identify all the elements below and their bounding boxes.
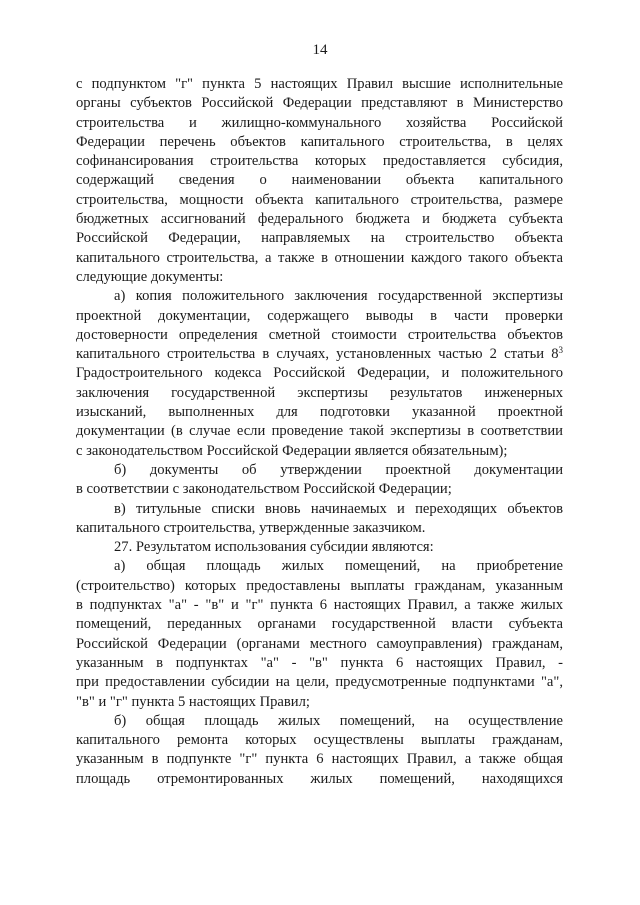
text-line: с подпунктом "г" пункта 5 настоящих Правил высшие исполнительные [76,76,563,92]
text-line: изысканий, выполненных для подготовки указанной проектной [76,404,563,421]
text-line: Российской Федерации, направляемых на строительство объекта [76,230,563,247]
text-line: строительства и жилищно-коммунального хозяйства Российской [76,114,563,131]
text-line: бюджетных ассигнований федерального бюджета и бюджета субъекта [76,211,563,228]
text-line: строительства, мощности объекта капитального строительства, размере [76,191,563,208]
text-line-with-superscript [76,345,563,364]
text-line: органы субъектов Российской Федерации представляют в Министерство [76,95,563,112]
superscript: 3 [558,345,563,356]
text-span: капитального строительства в случаях, установленных частью 2 статьи 8 [76,346,559,363]
text-line: в) титульные списки вновь начинаемых и переходящих объектов [114,500,563,517]
text-line: б) документы об утверждении проектной документации [114,461,563,478]
text-line: б) общая площадь жилых помещений, на осуществление [114,712,563,729]
text-line: площадь отремонтированных жилых помещений, находящихся [76,770,563,787]
text-line: Российской Федерации (органами местного самоуправления) гражданам, [76,635,563,652]
text-line: проектной документации, содержащего выводы в части проверки [76,307,563,324]
text-line: содержащий сведения о наименовании объекта капитального [76,172,563,189]
text-line: капитального строительства, а также в отношении каждого такого объекта [76,249,563,266]
text-line: указанным в подпунктах "а" - "в" пункта 6 настоящих Правил, - [76,654,563,671]
paragraph-intro [76,75,563,287]
text-line: документации (в случае если проведение такой экспертизы в соответствии [76,423,563,440]
paragraph-section-27 [76,538,563,557]
text-line: "в" и "г" пункта 5 настоящих Правил; [76,693,310,710]
text-line: капитального строительства, утвержденные заказчиком. [76,519,426,536]
text-line: с законодательством Российской Федерации является обязательным); [76,442,508,459]
paragraph-27-item-b [76,712,563,789]
text-line: а) копия положительного заключения государственной экспертизы [114,288,563,305]
text-line: в соответствии с законодательством Российской Федерации; [76,481,452,498]
text-line: указанным в подпункте "г" пункта 6 настоящих Правил, а также общая [76,751,563,768]
text-line: софинансирования строительства которых предоставляется субсидия, [76,153,563,170]
text-line: 27. Результатом использования субсидии являются: [114,539,434,556]
text-line: а) общая площадь жилых помещений, на приобретение [114,558,563,575]
text-line: помещений, переданных органами государственной власти субъекта [76,616,563,633]
paragraph-27-item-a [76,557,563,711]
text-line: Федерации перечень объектов капитального строительства, в целях [76,133,563,150]
text-line: в подпунктах "а" - "в" и "г" пункта 6 настоящих Правил, а также жилых [76,597,563,614]
text-line: капитального ремонта которых осуществлены выплаты гражданам, [76,732,563,749]
page-number: 14 [312,42,328,58]
document-body [76,75,563,789]
text-line: при предоставлении субсидии на цели, предусмотренные подпунктами "а", [76,674,563,691]
text-line: Градостроительного кодекса Российской Федерации, и положительного [76,365,563,382]
text-line: достоверности определения сметной стоимости строительства объектов [76,326,563,343]
text-line: заключения государственной экспертизы результатов инженерных [76,384,563,401]
paragraph-item-a [76,287,563,461]
paragraph-item-c [76,500,563,539]
text-line: следующие документы: [76,268,224,285]
text-line: (строительство) которых предоставлены выплаты гражданам, указанным [76,577,563,594]
paragraph-item-b [76,461,563,500]
